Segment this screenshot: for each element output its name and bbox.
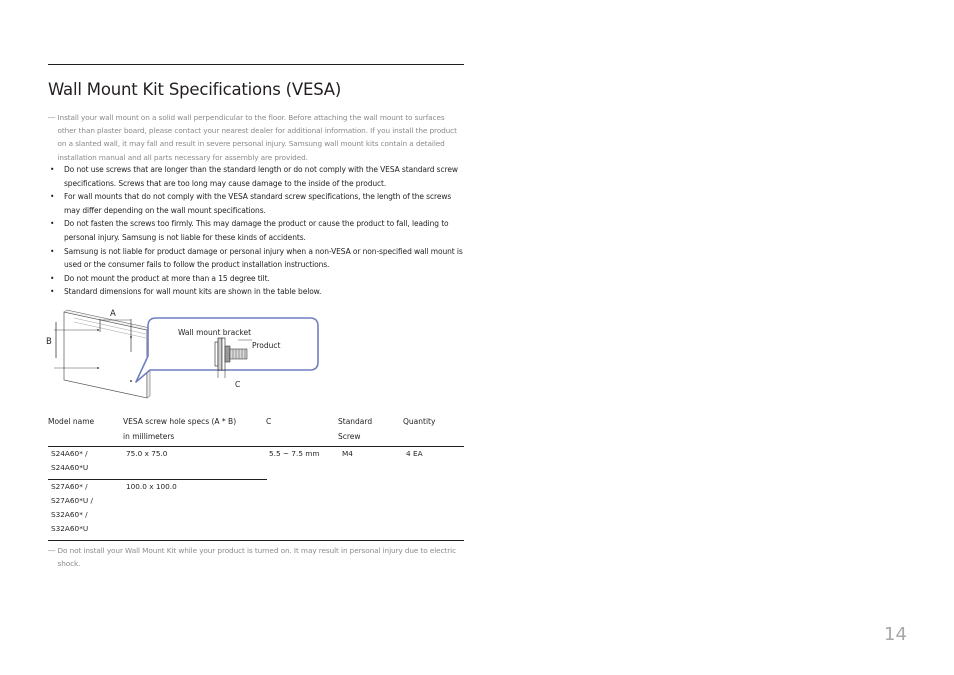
- bullet-item: [48, 245, 466, 272]
- wall-mount-diagram: [44, 304, 324, 404]
- label-b: B: [46, 337, 52, 347]
- table-quantity-value: 4 EA: [406, 449, 423, 458]
- header-rule: [48, 446, 464, 447]
- table-screw-value: M4: [342, 449, 353, 458]
- model-name: S32A60*U: [51, 524, 89, 533]
- header-standard-screw: [338, 415, 372, 444]
- section-title: Wall Mount Kit Specifications (VESA): [48, 80, 342, 99]
- bullet-text: Samsung is not liable for product damage or personal injury when a non-VESA or non-specified wall mount is used or the consumer fails to follow the product installation instructions.: [64, 246, 463, 270]
- label-product: Product: [252, 341, 281, 350]
- table-row-2-models: [51, 480, 93, 536]
- header-screw-line2: Screw: [338, 431, 361, 441]
- monitor-back-icon: [54, 310, 150, 398]
- bullet-symbol: •: [50, 287, 55, 297]
- bottom-note: [48, 544, 464, 570]
- bottom-note-text: Do not install your Wall Mount Kit while your product is turned on. It may result in personal injury due to electric shock.: [57, 546, 456, 569]
- table-bottom-rule: [48, 540, 464, 541]
- model-name: S24A60* /: [51, 449, 88, 458]
- header-vesa-line2: in millimeters: [123, 431, 175, 441]
- bullet-item: [48, 217, 466, 244]
- bullet-item: [48, 190, 466, 217]
- label-c: C: [235, 380, 241, 389]
- label-wall-mount-bracket: Wall mount bracket: [178, 328, 252, 337]
- bullet-text: Do not use screws that are longer than the standard length or do not comply with the VESA standard screw specifications. Screws that are too long may cause damage to the inside of the product.: [64, 165, 458, 188]
- header-c: C: [266, 417, 272, 426]
- bullet-text: Do not mount the product at more than a 15 degree tilt.: [64, 273, 270, 283]
- header-quantity: Quantity: [403, 417, 436, 426]
- header-vesa-line1: VESA screw hole specs (A * B): [123, 417, 237, 426]
- table-row-1-vesa: 75.0 x 75.0: [126, 449, 168, 458]
- bullet-item: [48, 272, 466, 286]
- bullet-symbol: •: [50, 273, 55, 283]
- bullet-list: [48, 163, 466, 299]
- bullet-text: Standard dimensions for wall mount kits are shown in the table below.: [64, 287, 322, 297]
- table-row-1-models: [51, 447, 88, 475]
- note-dash: ―: [48, 546, 56, 555]
- page-number: 14: [884, 624, 907, 645]
- bullet-symbol: •: [50, 165, 55, 174]
- model-name: S27A60* /: [51, 482, 88, 491]
- model-name: S27A60*U /: [51, 496, 93, 505]
- table-c-value: 5.5 ~ 7.5 mm: [269, 449, 320, 458]
- bullet-symbol: •: [50, 219, 55, 229]
- top-rule: [48, 64, 464, 65]
- note-dash: ―: [48, 113, 56, 122]
- bullet-text: For wall mounts that do not comply with the VESA standard screw specifications, the length of the screws may differ depending on the wall mount specifications.: [64, 192, 452, 215]
- bullet-item: [48, 163, 466, 190]
- header-model-name: Model name: [48, 417, 95, 426]
- bullet-symbol: •: [50, 192, 55, 202]
- header-vesa: [123, 415, 236, 444]
- wall-mount-illustration: [44, 304, 324, 404]
- table-row-2-vesa: 100.0 x 100.0: [126, 482, 177, 491]
- intro-note-text: Install your wall mount on a solid wall perpendicular to the floor. Before attaching the wall mount to surfaces other than plaster board, please contact your nearest dealer for additional information. If you install the product on a slanted wall, it may fall and result in severe personal injury. Samsung wall mount kits contain a detailed installation manual and all parts necessary for assembly are provided.: [57, 113, 457, 162]
- label-a: A: [110, 309, 116, 319]
- model-name: S24A60*U: [51, 463, 89, 472]
- header-screw-line1: Standard: [338, 417, 373, 426]
- bullet-text: Do not fasten the screws too firmly. This may damage the product or cause the product to fall, leading to personal injury. Samsung is not liable for these kinds of accidents.: [64, 219, 449, 242]
- model-name: S32A60* /: [51, 510, 88, 519]
- bullet-item: [48, 285, 466, 299]
- intro-note: [48, 111, 464, 164]
- bullet-symbol: •: [50, 246, 55, 256]
